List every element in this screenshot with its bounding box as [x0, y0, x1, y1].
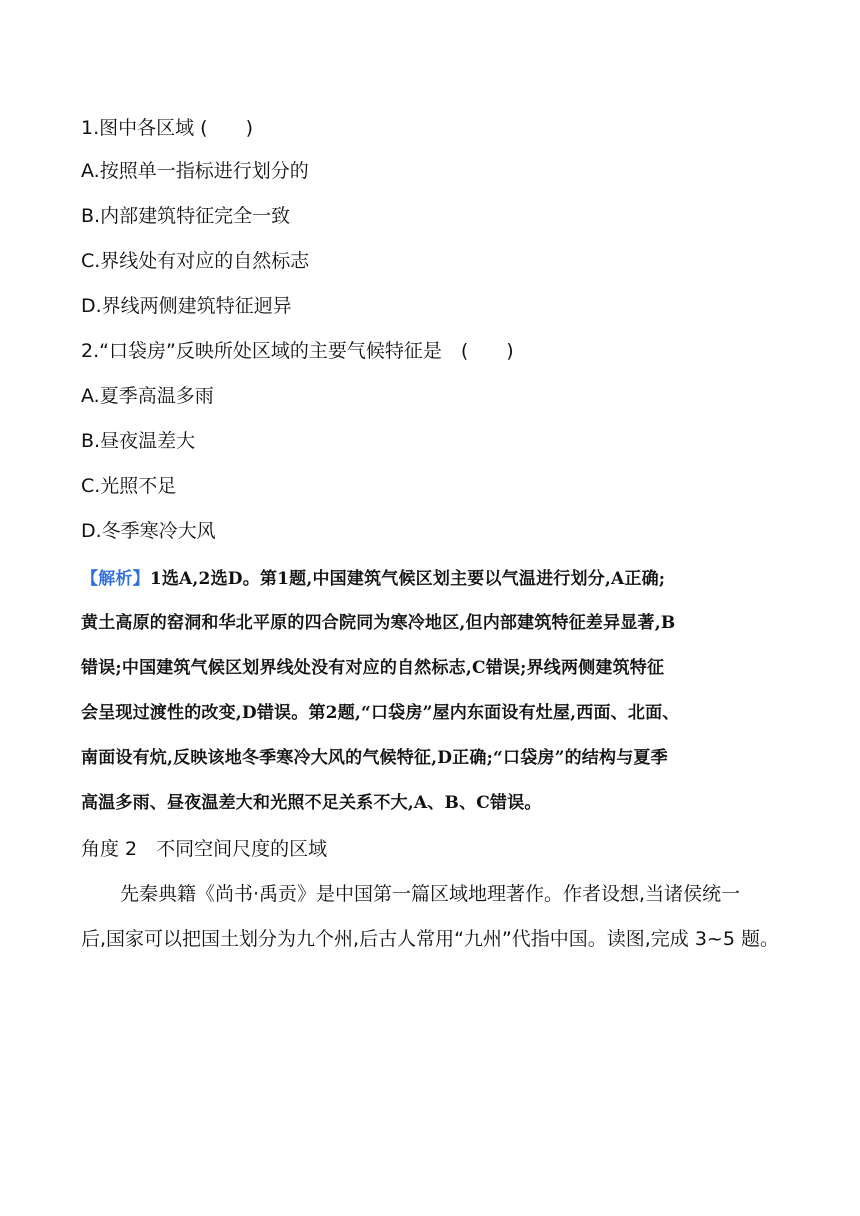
analysis-line-3: 错误;中国建筑气候区划界线处没有对应的自然标志,C错误;界线两侧建筑特征 [81, 658, 665, 678]
question-1-option-d: D.界线两侧建筑特征迥异 [81, 295, 292, 317]
question-2-option-d: D.冬季寒冷大风 [81, 520, 216, 542]
analysis-line-5: 南面设有炕,反映该地冬季寒冷大风的气候特征,D正确;“口袋房”的结构与夏季 [81, 748, 668, 768]
passage-line-2: 后,国家可以把国土划分为九个州,后古人常用“九州”代指中国。读图,完成 3~5 题。 [81, 928, 779, 950]
analysis-line-2: 黄土高原的窑洞和华北平原的四合院同为寒冷地区,但内部建筑特征差异显著,B [81, 613, 676, 633]
analysis-line-4: 会呈现过渡性的改变,D错误。第2题,“口袋房”屋内东面设有灶屋,西面、北面、 [81, 703, 680, 723]
section-heading: 角度 2 不同空间尺度的区域 [81, 838, 328, 860]
question-2-option-b: B.昼夜温差大 [81, 430, 196, 452]
analysis-line-1 [81, 567, 665, 591]
question-1-option-c: C.界线处有对应的自然标志 [81, 250, 310, 272]
question-1-option-b: B.内部建筑特征完全一致 [81, 205, 291, 227]
passage-line-1: 先秦典籍《尚书·禹贡》是中国第一篇区域地理著作。作者设想,当诸侯统一 [120, 883, 741, 905]
analysis-tag: 【解析】 [81, 569, 150, 589]
analysis-line-6: 高温多雨、昼夜温差大和光照不足关系不大,A、B、C错误。 [81, 793, 542, 813]
question-2-option-a: A.夏季高温多雨 [81, 385, 214, 407]
question-2-option-c: C.光照不足 [81, 475, 177, 497]
question-1-stem: 1.图中各区域 ( ) [81, 117, 253, 139]
question-1-option-a: A.按照单一指标进行划分的 [81, 160, 309, 182]
question-2-stem: 2.“口袋房”反映所处区域的主要气候特征是 ( ) [81, 340, 514, 362]
analysis-text-1: 1选A,2选D。第1题,中国建筑气候区划主要以气温进行划分,A正确; [149, 569, 666, 589]
